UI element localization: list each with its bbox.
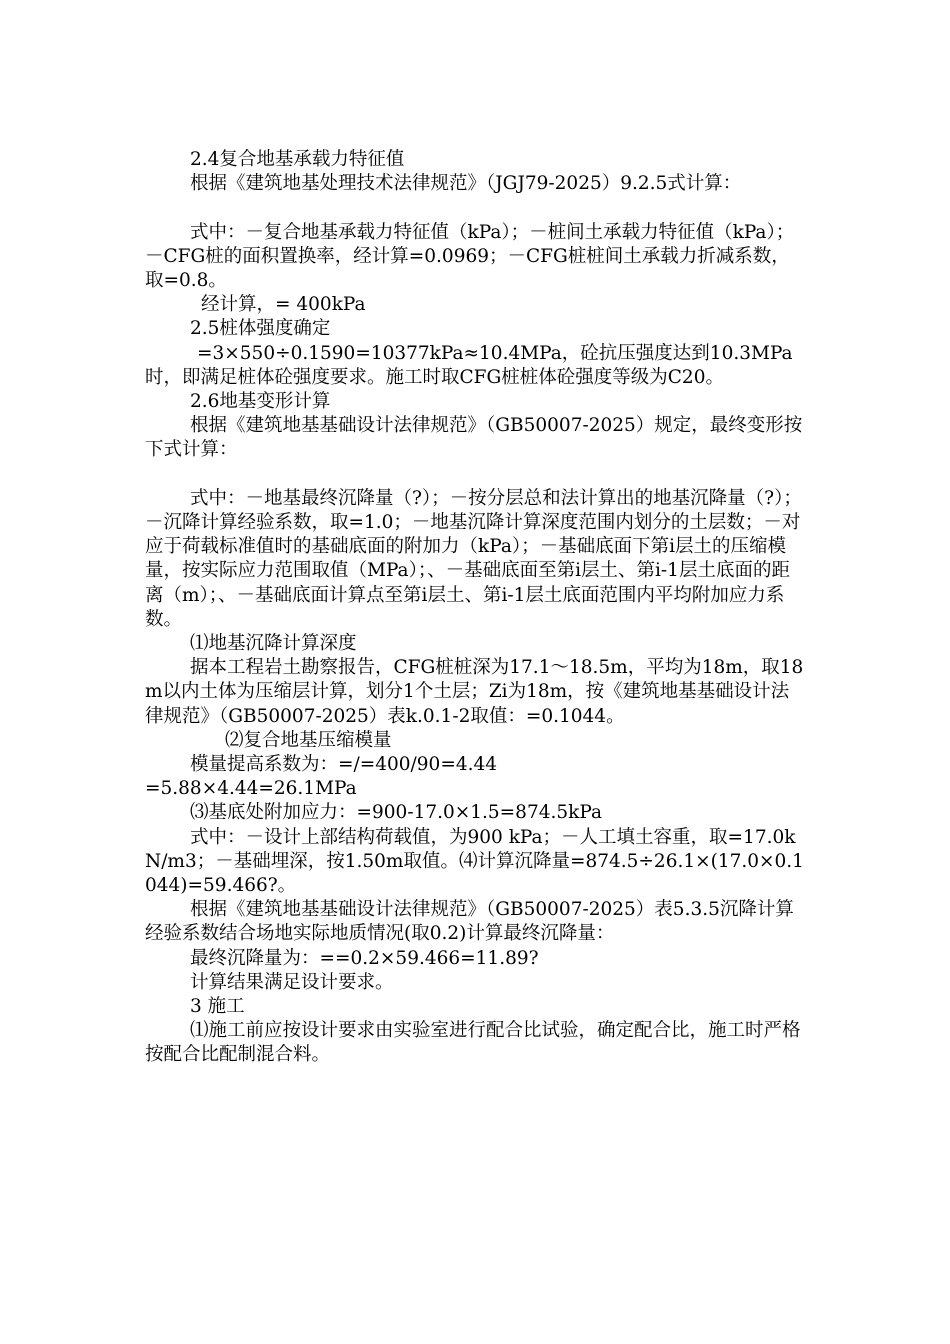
document-body [145,148,807,1068]
section-heading-2-6: 2.6地基变形计算 [190,391,331,413]
formula-placeholder [145,463,807,487]
paragraph: 模量提高系数为：=/=400/90=4.44 [190,754,498,776]
paragraph: 计算结果满足设计要求。 [190,971,394,993]
section-heading-3: 3 施工 [190,996,245,1018]
paragraph: 据本工程岩土勘察报告，CFG桩桩深为17.1～18.5m，平均为18m，取18m以内土体为压缩层计算，划分1个土层；Zi为18m，按《建筑地基基础设计法律规范》（GB50007-2025）表k.0.1-2取值：=0.1044。 [145,657,804,727]
formula-placeholder [145,196,807,220]
paragraph: 式中：－复合地基承载力特征值（kPa）；－桩间土承载力特征值（kPa）； －CFG桩的面积置换率，经计算=0.0969；－CFG桩桩间土承载力折减系数，取=0.8。 [145,221,795,291]
subheading: ⑴地基沉降计算深度 [190,633,357,655]
paragraph: 根据《建筑地基基础设计法律规范》（GB50007-2025）规定，最终变形按下式计算： [145,415,803,461]
subheading: ⑵复合地基压缩模量 [225,729,392,751]
section-heading-2-4: 2.4复合地基承载力特征值 [190,149,405,170]
paragraph: =5.88×4.44=26.1MPa [145,778,357,800]
paragraph: 根据《建筑地基处理技术法律规范》（JGJ79-2025）9.2.5式计算： [190,173,742,195]
paragraph: 经计算，= 400kPa [201,294,366,316]
section-heading-2-5: 2.5桩体强度确定 [190,318,331,340]
paragraph: 式中：－地基最终沉降量（?）；－按分层总和法计算出的地基沉降量（?）；－沉降计算经验系数，取=1.0；－地基沉降计算深度范围内划分的土层数；－对应于荷载标准值时的基础底面的附加力（kPa）；－基础底面下第i层土的压缩模量，按实际应力范围取值（MPa）；、－基础底面至第i层土、第i-1层土底面的距离（m）；、－基础底面计算点至第i层土、第i-1层土底面范围内平均附加应力系数。 [145,487,802,630]
paragraph: =3×550÷0.1590=10377kPa≈10.4MPa，砼抗压强度达到10.3MPa时，即满足桩体砼强度要求。施工时取CFG桩桩体砼强度等级为C20。 [145,342,793,388]
paragraph: 式中：－设计上部结构荷载值，为900 kPa；－人工填土容重，取=17.0kN/m3；－基础埋深，按1.50m取值。⑷计算沉降量=874.5÷26.1×(17.0×0.1044)=59.466?。 [145,826,804,897]
paragraph: 最终沉降量为：==0.2×59.466=11.89? [190,947,539,969]
paragraph: ⑶基底处附加应力：=900-17.0×1.5=874.5kPa [190,802,602,824]
paragraph: ⑴施工前应按设计要求由实验室进行配合比试验，确定配合比，施工时严格按配合比配制混合料。 [145,1020,801,1066]
paragraph: 根据《建筑地基基础设计法律规范》（GB50007-2025）表5.3.5沉降计算经验系数结合场地实际地质情况(取0.2)计算最终沉降量： [145,899,794,945]
